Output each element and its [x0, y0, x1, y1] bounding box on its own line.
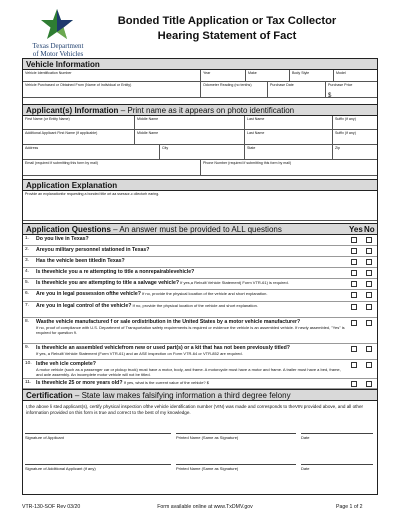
- question-row: [23, 318, 377, 344]
- applicant-section-heading: Applicant(s) Information – Print name as it appears on photo identification: [23, 104, 377, 116]
- additional-date-line[interactable]: Date: [301, 464, 373, 471]
- additional-printed-name-line[interactable]: Printed Name (Same as Signature): [176, 464, 296, 471]
- question-number: 1.: [25, 236, 30, 241]
- explanation-section-heading: Application Explanation: [23, 179, 377, 191]
- no-checkbox[interactable]: [366, 292, 372, 298]
- first-name-field[interactable]: First Name (or Entity Name): [23, 116, 135, 130]
- applicant-signature-line[interactable]: Signature of Applicant: [25, 433, 171, 440]
- explanation-prompt: Provide an explanationfor requesting a bonded title ort aa ssessor-c ollectorh earing.: [25, 192, 160, 196]
- make-field[interactable]: Make: [246, 70, 290, 82]
- question-main: Is thevehicle you are attempting to title a salvage vehicle?: [36, 280, 179, 286]
- additional-signature-line[interactable]: Signature of Additional Applicant (if any): [25, 464, 171, 471]
- yes-checkbox[interactable]: [351, 304, 357, 310]
- question-row: [23, 379, 377, 389]
- question-note: A motor vehicle (such as a passenger car or pickup truck) must have a motor, body, and frame. A motorcycle must have a motor and frame. A trailer must have a bed, frame, and axle assembly. An incomplete motor vehicle will not be titled.: [36, 367, 341, 377]
- vin-field[interactable]: Vehicle Identification Number: [23, 70, 201, 82]
- certification-section-heading: Certification – State law makes falsifying information a third degree felony: [23, 389, 377, 401]
- suffix-field[interactable]: Suffix (if any): [333, 116, 377, 130]
- question-number: 9.: [25, 345, 30, 350]
- agency-name-line2: of Motor Vehicles: [32, 50, 84, 58]
- no-checkbox[interactable]: [366, 320, 372, 326]
- purchased-from-field[interactable]: Vehicle Purchased or Obtained From (Name of Individual or Entity): [23, 82, 201, 98]
- yes-column-label: Yes: [349, 225, 363, 234]
- question-number: 7.: [25, 303, 30, 308]
- question-instruction: If yes,a Rebuilt Vehicle Statement( Form VTR-61) is required.: [179, 280, 289, 285]
- explanation-textarea[interactable]: [23, 191, 377, 221]
- question-number: 4.: [25, 269, 30, 274]
- no-column-label: No: [364, 225, 375, 234]
- yes-checkbox[interactable]: [351, 362, 357, 368]
- question-text: [36, 303, 346, 309]
- yes-checkbox[interactable]: [351, 237, 357, 243]
- question-main: Do you live in Texas?: [36, 236, 89, 242]
- question-number: 2.: [25, 247, 30, 252]
- title-line1: Bonded Title Application or Tax Collector: [117, 15, 337, 27]
- body-style-field[interactable]: Body Style: [290, 70, 334, 82]
- zip-field[interactable]: Zip: [333, 145, 377, 160]
- address-field[interactable]: Address: [23, 145, 160, 160]
- model-field[interactable]: Model: [334, 70, 377, 82]
- last-name-field[interactable]: Last Name: [245, 116, 333, 130]
- question-number: 8.: [25, 319, 30, 324]
- title-line2: Hearing Statement of Fact: [157, 30, 297, 42]
- yes-checkbox[interactable]: [351, 248, 357, 254]
- yes-checkbox[interactable]: [351, 281, 357, 287]
- question-main: Is thevehicle you a re attempting to title a nonrepairablevehicle?: [36, 269, 195, 275]
- middle-name-field[interactable]: Middle Name: [135, 116, 245, 130]
- question-row: [23, 279, 377, 290]
- question-main: Wasthe vehicle manufactured f or sale ordistribution in the United States by a motor vehicle manufacturer?: [36, 319, 301, 325]
- question-row: [23, 290, 377, 302]
- question-row: [23, 360, 377, 379]
- question-instruction: If no, provide the physical location of the vehicle and short explanation.: [140, 291, 268, 296]
- question-row: [23, 344, 377, 360]
- form-body: [22, 58, 378, 495]
- question-number: 10.: [25, 361, 32, 366]
- question-number: 11.: [25, 380, 32, 385]
- page-number: Page 1 of 2: [336, 504, 363, 510]
- yes-checkbox[interactable]: [351, 270, 357, 276]
- yes-checkbox[interactable]: [351, 320, 357, 326]
- question-main: Are you in legal control of the vehicle?: [36, 303, 132, 309]
- questions-section-heading: Application Questions – An answer must be provided to ALL questions Yes No: [23, 223, 377, 235]
- question-main: Has the vehicle been titledin Texas?: [36, 258, 125, 264]
- no-checkbox[interactable]: [366, 381, 372, 387]
- additional-suffix-field[interactable]: Suffix (if any): [333, 130, 377, 145]
- question-text: [36, 269, 346, 275]
- certification-statement: I,the above li sted applicant(s), certify physical inspection ofthe vehicle identification number (VIN) was made and corresponds to theVIN provided above, and all other information provided on this form is true and correct to the best of my knowledge.: [26, 404, 364, 415]
- applicant-printed-name-line[interactable]: Printed Name (Same as Signature): [176, 433, 296, 440]
- email-field[interactable]: Email (required if submitting this form by mail): [23, 160, 201, 176]
- question-number: 5.: [25, 280, 30, 285]
- yes-checkbox[interactable]: [351, 346, 357, 352]
- additional-middle-name-field[interactable]: Middle Name: [135, 130, 245, 145]
- vehicle-section-heading: Vehicle Information: [23, 58, 377, 70]
- phone-field[interactable]: Phone Number (required if submitting this form by mail): [201, 160, 377, 176]
- purchase-price-field[interactable]: Purchase Price $: [326, 82, 377, 98]
- question-number: 3.: [25, 258, 30, 263]
- year-field[interactable]: Year: [201, 70, 246, 82]
- yes-checkbox[interactable]: [351, 381, 357, 387]
- question-main: Isthe veh icle complete?: [36, 361, 96, 367]
- agency-name-line1: Texas Department: [32, 42, 84, 50]
- no-checkbox[interactable]: [366, 362, 372, 368]
- question-text: [36, 380, 346, 386]
- additional-last-name-field[interactable]: Last Name: [245, 130, 333, 145]
- star-logo-icon: [40, 8, 74, 42]
- question-instruction: If yes, what is the current value of the vehicle? $: [122, 380, 209, 385]
- question-text: [36, 361, 346, 377]
- no-checkbox[interactable]: [366, 259, 372, 265]
- purchase-date-field[interactable]: Purchase Date: [268, 82, 326, 98]
- question-text: [36, 258, 346, 264]
- question-text: [36, 291, 346, 297]
- no-checkbox[interactable]: [366, 237, 372, 243]
- question-text: [36, 319, 346, 335]
- no-checkbox[interactable]: [366, 346, 372, 352]
- question-row: [23, 302, 377, 318]
- question-instruction: If no, provide the physical location of the vehicle and short explanation.: [131, 303, 258, 308]
- question-number: 6.: [25, 291, 30, 296]
- odometer-field[interactable]: Odometer Reading (no tenths): [201, 82, 268, 98]
- additional-first-name-field[interactable]: Additional Applicant First Name (if applicable): [23, 130, 135, 145]
- page-title: [102, 14, 352, 44]
- question-row: [23, 268, 377, 279]
- question-text: [36, 247, 346, 253]
- question-text: [36, 345, 346, 356]
- form-id: VTR-130-SOF Rev 03/20: [22, 504, 81, 510]
- question-main: Areyou military personnel stationed in Texas?: [36, 247, 150, 253]
- question-row: [23, 257, 377, 268]
- txdmv-logo: [18, 8, 96, 62]
- no-checkbox[interactable]: [366, 304, 372, 310]
- question-main: Are you in legal possession ofthe vehicle?: [36, 291, 141, 297]
- question-note: If no, proof of compliance with U.S. Department of Transportation safety requirements is required or evidence the vehicle is an assembled vehicle. If newly assembled, "Yes" is required for question 9.: [36, 325, 345, 335]
- form-availability: Form available online at www.TxDMV.gov: [157, 504, 253, 510]
- question-text: [36, 280, 346, 286]
- no-checkbox[interactable]: [366, 270, 372, 276]
- yes-checkbox[interactable]: [351, 292, 357, 298]
- question-note: If yes, a Rebuilt Vehicle Statement (Form VTR-61) and an ASE inspection on Form VTR-64 or VTR-852 are required.: [36, 351, 243, 356]
- form-header: [18, 8, 382, 62]
- no-checkbox[interactable]: [366, 281, 372, 287]
- question-row: [23, 235, 377, 246]
- applicant-date-line[interactable]: Date: [301, 433, 373, 440]
- no-checkbox[interactable]: [366, 248, 372, 254]
- question-text: [36, 236, 346, 242]
- state-field[interactable]: State: [245, 145, 333, 160]
- city-field[interactable]: City: [160, 145, 245, 160]
- question-main: Is thevehicle an assembled vehiclefrom new or used part(s) or a kit that has not been previously titled?: [36, 345, 290, 351]
- yes-checkbox[interactable]: [351, 259, 357, 265]
- question-main: Is thevehicle 25 or more years old?: [36, 380, 123, 386]
- currency-symbol: $: [328, 93, 332, 98]
- question-row: [23, 246, 377, 257]
